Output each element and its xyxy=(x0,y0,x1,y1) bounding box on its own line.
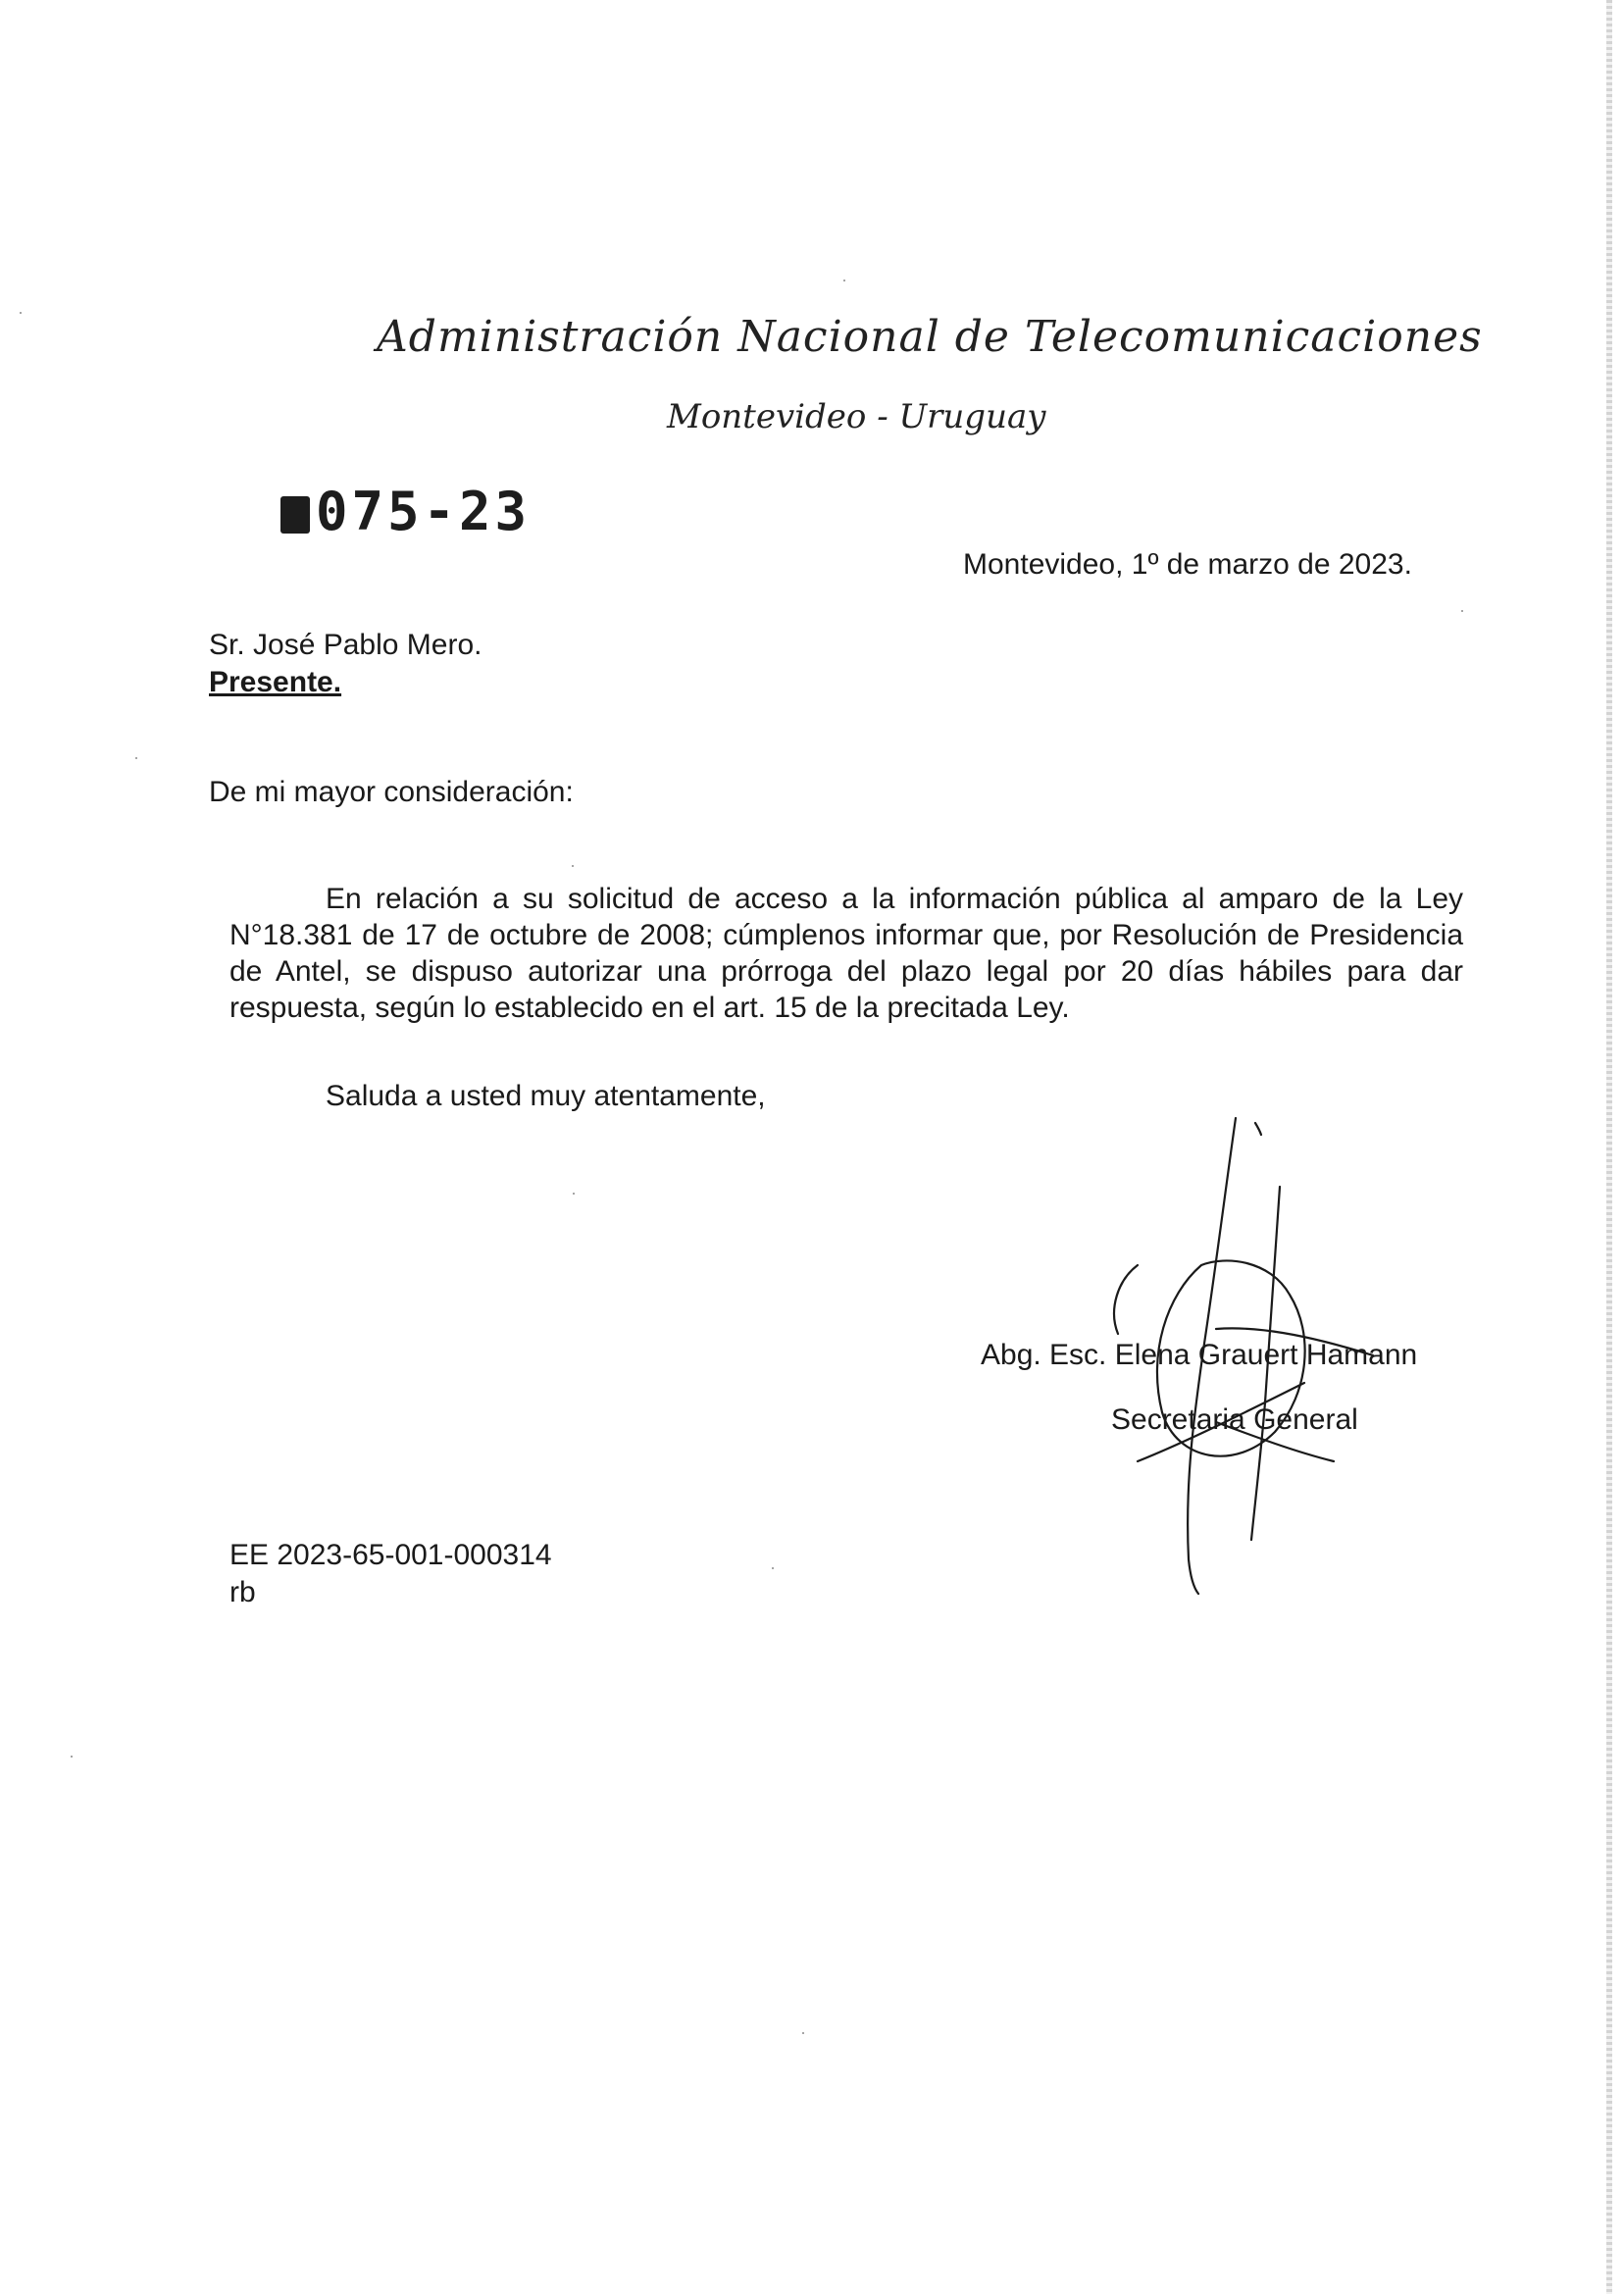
letterhead-location: Montevideo - Uruguay xyxy=(667,397,1046,436)
scan-speck xyxy=(71,1756,73,1758)
scan-edge-strip xyxy=(1606,0,1612,2294)
file-reference: EE 2023-65-001-000314 xyxy=(229,1539,552,1571)
scan-speck xyxy=(1461,610,1463,612)
document-number: 075-23 xyxy=(316,481,532,542)
signatory-title: Secretaria General xyxy=(1111,1403,1358,1436)
typist-initials: rb xyxy=(229,1576,256,1608)
letterhead-organization: Administración Nacional de Telecomunicaciones xyxy=(377,312,1483,362)
salutation: De mi mayor consideración: xyxy=(209,776,574,808)
scan-speck xyxy=(572,865,574,867)
scan-speck xyxy=(20,312,22,314)
date-line: Montevideo, 1º de marzo de 2023. xyxy=(963,548,1412,581)
recipient-presente: Presente. xyxy=(209,666,342,698)
scan-speck xyxy=(573,1193,575,1195)
signatory-name: Abg. Esc. Elena Grauert Hamann xyxy=(981,1339,1418,1371)
scan-speck xyxy=(135,757,137,759)
scan-speck xyxy=(802,2032,804,2034)
closing-line: Saluda a usted muy atentamente, xyxy=(326,1080,766,1112)
body-paragraph: En relación a su solicitud de acceso a la información pública al amparo de la Ley N°18.381 de 17 de octubre de 2008; cúmplenos informar que, por Resolución de Presidencia de Antel, se dispuso autorizar una prórroga del plazo legal por 20 días hábiles para dar respuesta, según lo establecido en el art. 15 de la precitada Ley. xyxy=(229,883,1463,1024)
recipient-name: Sr. José Pablo Mero. xyxy=(209,629,482,661)
stamp-mark-icon xyxy=(280,496,310,534)
scan-speck xyxy=(843,280,845,281)
scan-speck xyxy=(772,1567,774,1569)
document-number-stamp xyxy=(280,481,531,542)
